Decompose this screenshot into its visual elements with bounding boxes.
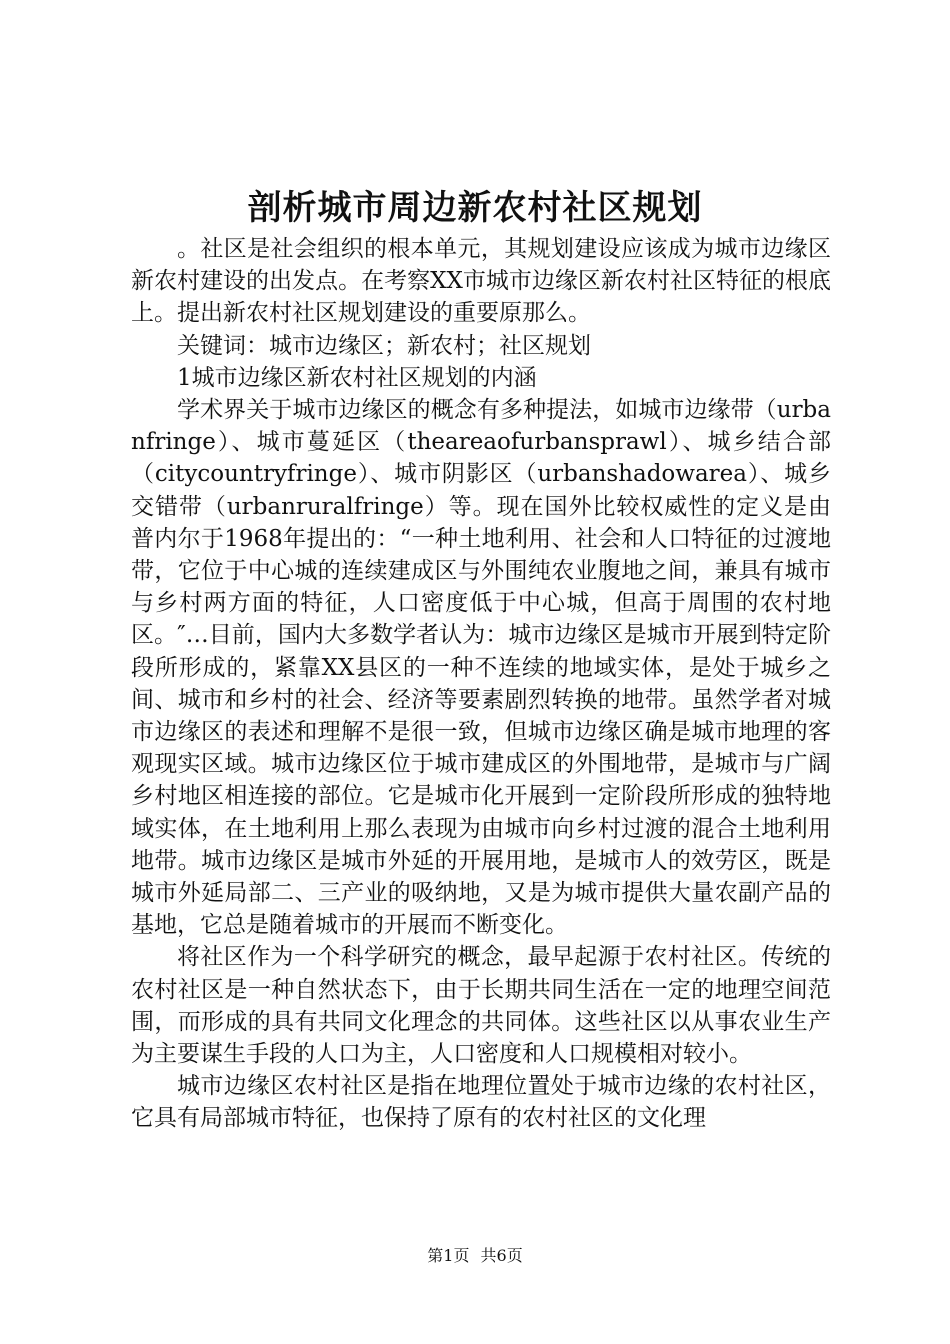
keywords-paragraph: 关键词：城市边缘区；新农村；社区规划 — [177, 332, 591, 359]
body-paragraph: 学术界关于城市边缘区的概念有多种提法，如城市边缘带（urbanfringe）、城市蔓延区（theareaofurbansprawl）、城乡结合部（citycountryfringe）、城市阴影区（urbanshadowarea）、城乡交错带（urbanruralfringe）等。现在国外比较权威性的定义是由普内尔于1968年提出的：“一种土地利用、社会和人口特征的过渡地带，它位于中心城的连续建成区与外围纯农业腹地之间，兼具有城市与乡村两方面的特征，人口密度低于中心城，但高于周围的农村地区。″…目前，国内大多数学者认为：城市边缘区是城市开展到特定阶段所形成的，紧靠XX县区的一种不连续的地域实体，是处于城乡之间、城市和乡村的社会、经济等要素剧烈转换的地带。虽然学者对城市边缘区的表述和理解不是很一致，但城市边缘区确是城市地理的客观现实区域。城市边缘区位于城市建成区的外围地带，是城市与广阔乡村地区相连接的部位。它是城市化开展到一定阶段所形成的独特地域实体，在土地利用上那么表现为由城市向乡村过渡的混合土地利用地带。城市边缘区是城市外延的开展用地，是城市人的效劳区，既是城市外延局部二、三产业的吸纳地，又是为城市提供大量农副产品的基地，它总是随着城市的开展而不断变化。 — [131, 397, 831, 939]
page-footer — [0, 1246, 950, 1266]
document-body — [131, 233, 831, 1135]
abstract-paragraph: 。社区是社会组织的根本单元，其规划建设应该成为城市边缘区新农村建设的出发点。在考察XX市城市边缘区新农村社区特征的根底上。提出新农村社区规划建设的重要原那么。 — [131, 236, 831, 327]
body-paragraph: 城市边缘区农村社区是指在地理位置处于城市边缘的农村社区，它具有局部城市特征，也保持了原有的农村社区的文化理 — [131, 1073, 831, 1132]
page-number: 第1页 — [427, 1246, 470, 1265]
section-heading: 1城市边缘区新农村社区规划的内涵 — [177, 364, 537, 391]
document-title: 剖析城市周边新农村社区规划 — [247, 188, 703, 228]
page-total: 共6页 — [480, 1246, 523, 1265]
body-paragraph: 将社区作为一个科学研究的概念，最早起源于农村社区。传统的农村社区是一种自然状态下，由于长期共同生活在一定的地理空间范围，而形成的具有共同文化理念的共同体。这些社区以从事农业生产为主要谋生手段的人口为主，人口密度和人口规模相对较小。 — [131, 944, 831, 1068]
